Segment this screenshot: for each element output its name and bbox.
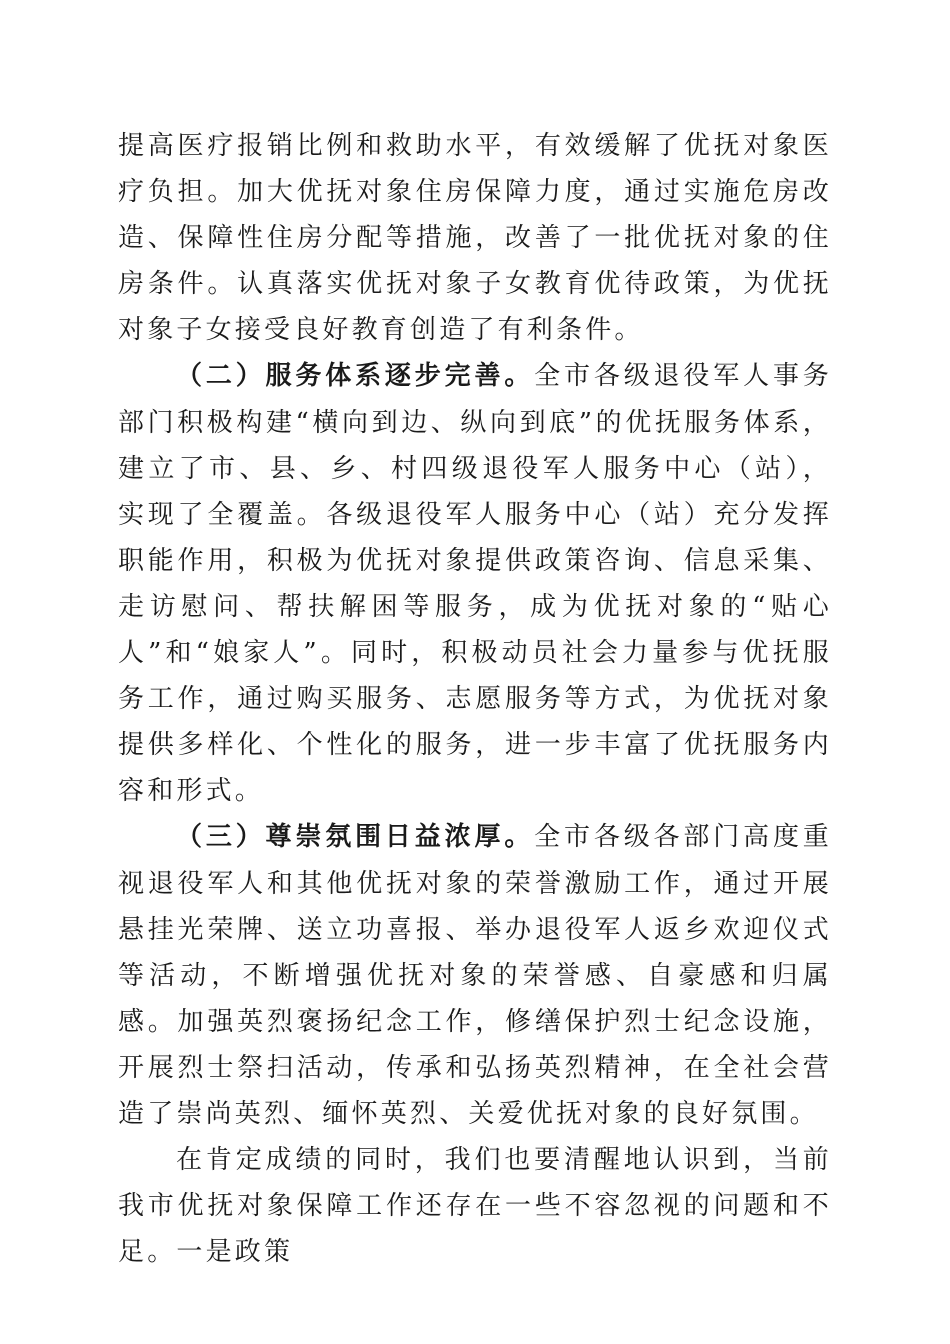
paragraph-medical-housing-education (118, 123, 832, 353)
paragraph-honor-atmosphere (118, 814, 832, 1137)
paragraph-body: 全市各级各部门高度重视退役军人和其他优抚对象的荣誉激励工作，通过开展悬挂光荣牌、送立功喜报、举办退役军人返乡欢迎仪式等活动，不断增强优抚对象的荣誉感、自豪感和归属感。加强英烈褒扬纪念工作，修缮保护烈士纪念设施，开展烈士祭扫活动，传承和弘扬英烈精神，在全社会营造了崇尚英烈、缅怀英烈、关爱优抚对象的良好氛围。 (118, 822, 832, 1129)
paragraph-body: 提高医疗报销比例和救助水平，有效缓解了优抚对象医疗负担。加大优抚对象住房保障力度，通过实施危房改造、保障性住房分配等措施，改善了一批优抚对象的住房条件。认真落实优抚对象子女教育优待政策，为优抚对象子女接受良好教育创造了有利条件。 (118, 131, 832, 346)
paragraph-problems (118, 1137, 832, 1275)
paragraph-service-system (118, 353, 832, 814)
section-heading-service-system: （二）服务体系逐步完善。 (176, 361, 535, 392)
paragraph-body: 在肯定成绩的同时，我们也要清醒地认识到，当前我市优抚对象保障工作还存在一些不容忽视的问题和不足。一是政策 (118, 1145, 832, 1268)
section-heading-honor-atmosphere: （三）尊崇氛围日益浓厚。 (176, 822, 535, 853)
paragraph-body: 全市各级退役军人事务部门积极构建“横向到边、纵向到底”的优抚服务体系，建立了市、县、乡、村四级退役军人服务中心（站），实现了全覆盖。各级退役军人服务中心（站）充分发挥职能作用，积极为优抚对象提供政策咨询、信息采集、走访慰问、帮扶解困等服务，成为优抚对象的“贴心人”和“娘家人”。同时，积极动员社会力量参与优抚服务工作，通过购买服务、志愿服务等方式，为优抚对象提供多样化、个性化的服务，进一步丰富了优抚服务内容和形式。 (118, 361, 832, 807)
